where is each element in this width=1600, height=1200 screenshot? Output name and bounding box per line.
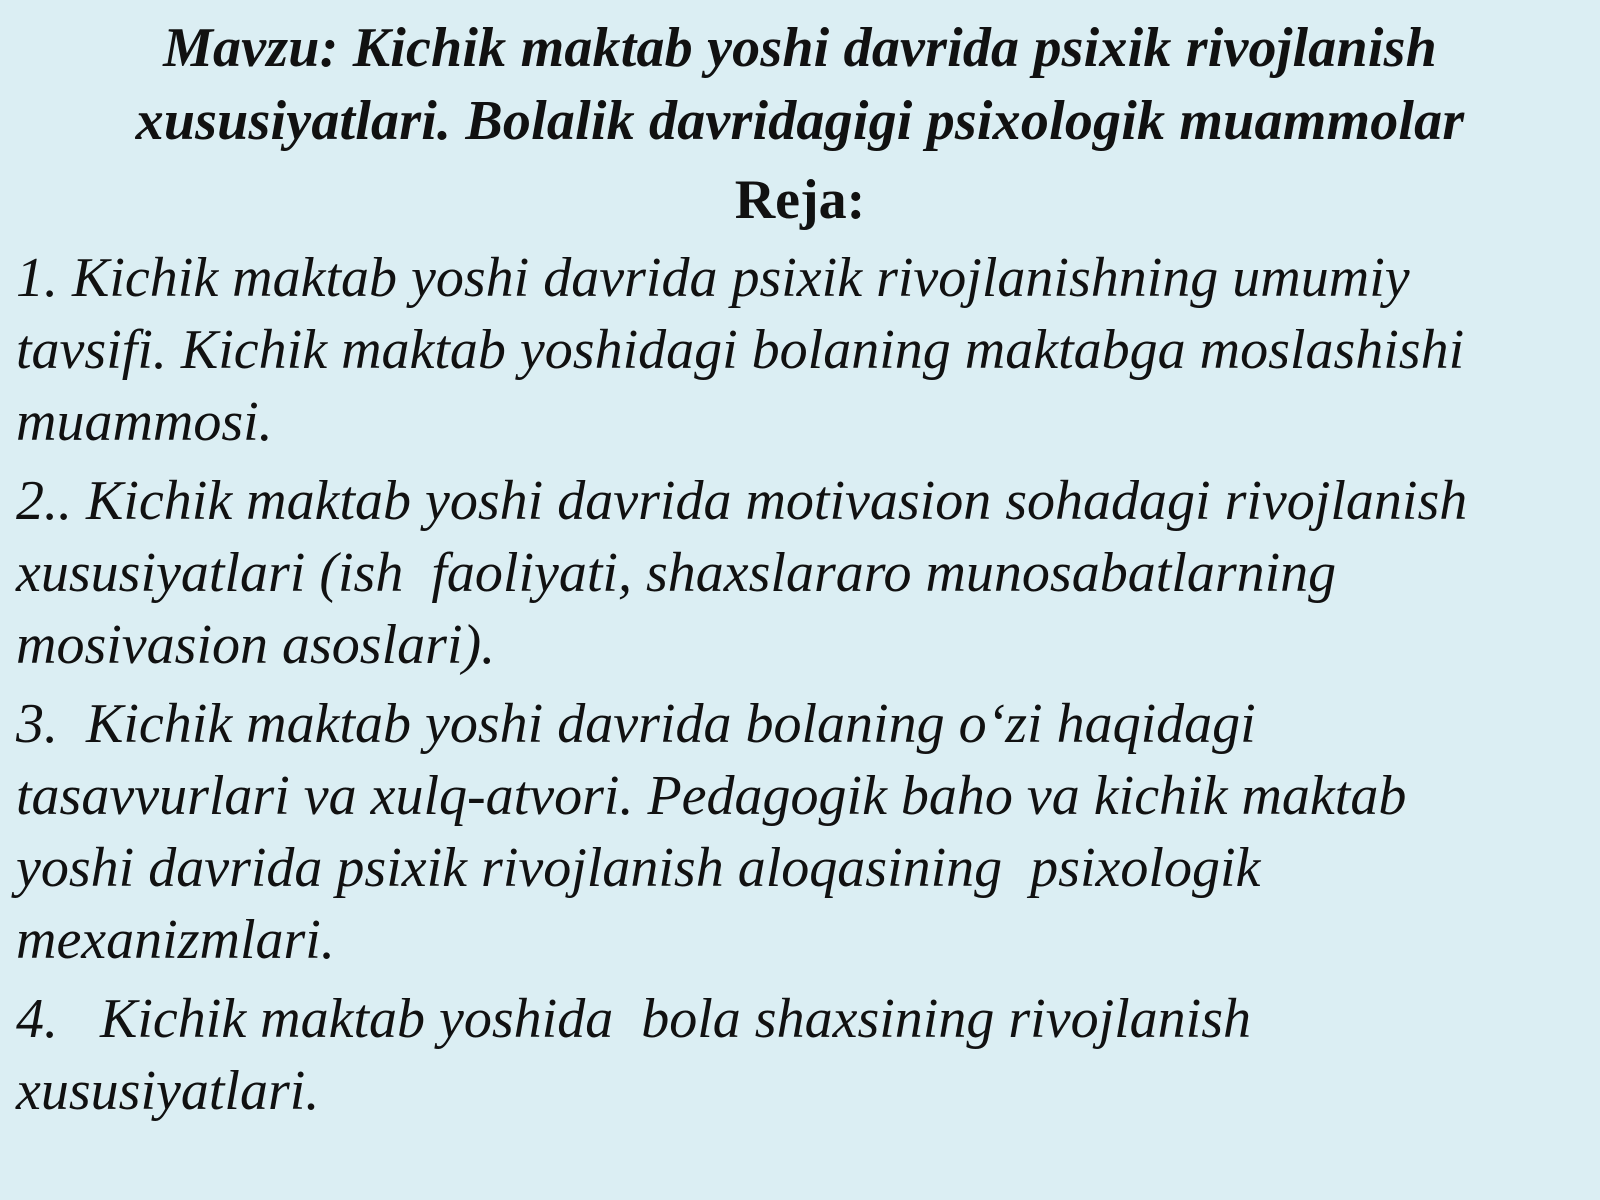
plan-item-3 <box>16 688 1584 976</box>
plan-heading: Reja: <box>734 169 866 231</box>
plan-item-line: xususiyatlari. <box>16 1060 320 1122</box>
plan-item-line: xususiyatlari (ish faoliyati, shaxslararo munosabatlarning <box>16 542 1337 604</box>
plan-list <box>16 242 1584 1127</box>
plan-item-line: tasavvurlari va xulq-atvori. Pedagogik baho va kichik maktab <box>16 765 1407 827</box>
plan-item-1 <box>16 242 1584 458</box>
plan-item-line: 4. Kichik maktab yoshida bola shaxsining rivojlanish <box>16 988 1252 1050</box>
plan-item-line: yoshi davrida psixik rivojlanish aloqasining psixologik <box>16 837 1261 899</box>
plan-item-line: 2.. Kichik maktab yoshi davrida motivasion sohadagi rivojlanish <box>16 470 1468 532</box>
plan-item-line: tavsifi. Kichik maktab yoshidagi bolaning maktabga moslashishi <box>16 319 1465 381</box>
plan-item-line: mexanizmlari. <box>16 909 335 971</box>
plan-item-line: 1. Kichik maktab yoshi davrida psixik rivojlanishning umumiy <box>16 247 1410 309</box>
plan-item-line: muammosi. <box>16 391 273 453</box>
plan-item-line: 3. Kichik maktab yoshi davrida bolaning o‘zi haqidagi <box>16 693 1256 755</box>
slide-title-line-2: xususiyatlari. Bolalik davridagigi psixologik muammolar <box>135 90 1465 152</box>
slide-title-line-1: Mavzu: Kichik maktab yoshi davrida psixik rivojlanish <box>163 17 1437 79</box>
plan-item-4 <box>16 983 1584 1127</box>
plan-item-2 <box>16 465 1584 681</box>
slide-title <box>16 12 1584 158</box>
plan-item-line: mosivasion asoslari). <box>16 614 496 676</box>
